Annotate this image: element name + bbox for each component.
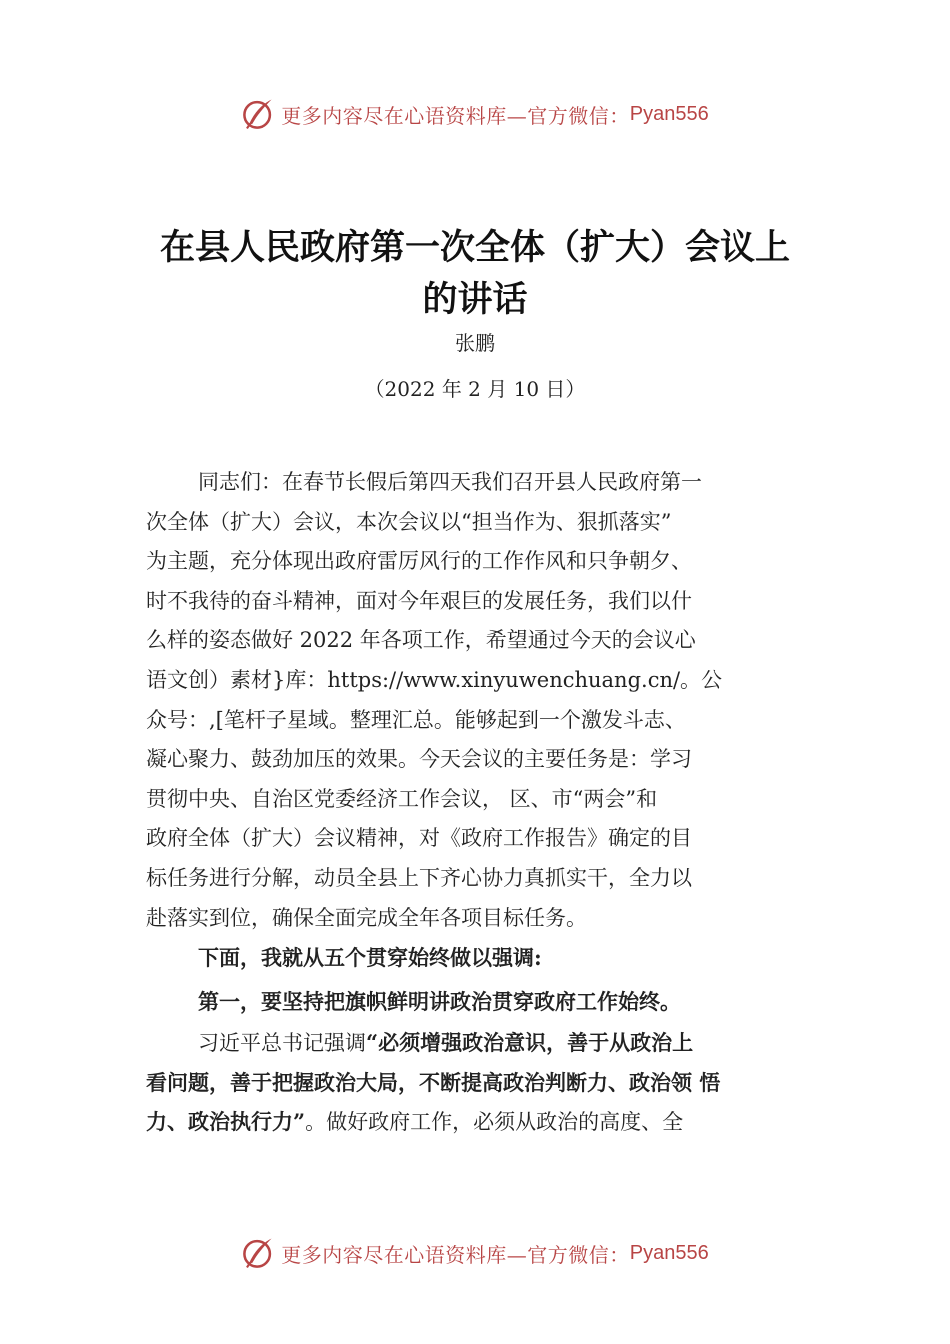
title-line-2: 的讲话 bbox=[422, 280, 528, 320]
text-line bbox=[146, 1102, 808, 1142]
header-watermark bbox=[0, 92, 950, 136]
quote-attribution: 习近平总书记强调 bbox=[198, 1031, 366, 1055]
author-name: 张鹏 bbox=[455, 331, 495, 355]
text-line: 标任务进行分解，动员全县上下齐心协力真抓实干，全力以 bbox=[146, 865, 692, 890]
text-line: 么样的姿态做好 2022 年各项工作，希望通过今天的会议心 bbox=[146, 628, 696, 653]
watermark-wechat-id: Pyan556 bbox=[629, 1241, 709, 1264]
section-1-heading bbox=[146, 982, 808, 1022]
quill-pen-logo-icon bbox=[241, 1236, 275, 1270]
document-title bbox=[120, 222, 830, 326]
footer-watermark bbox=[0, 1231, 950, 1275]
body-text: 。做好政府工作，必须从政治的高度、全 bbox=[305, 1110, 684, 1135]
quote-text-line: 看问题，善于把握政治大局，不断提高政治判断力、政治领 悟 bbox=[146, 1069, 721, 1095]
watermark-text: 更多内容尽在心语资料库—官方微信： bbox=[281, 1242, 630, 1267]
text-line: 众号：,[笔杆子星域。整理汇总。能够起到一个激发斗志、 bbox=[146, 707, 686, 732]
text-line: 同志们：在春节长假后第四天我们召开县人民政府第一 bbox=[198, 470, 702, 494]
quill-pen-logo-icon bbox=[241, 97, 275, 131]
text-line: 凝心聚力、鼓劲加压的效果。今天会议的主要任务是：学习 bbox=[146, 747, 692, 772]
text-line: 语文创）素材}库：https://www.xinyuwenchuang.cn/。公 bbox=[146, 667, 723, 692]
intro-heading-text: 下面，我就从五个贯穿始终做以强调: bbox=[198, 945, 542, 970]
text-line: 次全体（扩大）会议，本次会议以“担当作为、狠抓落实” bbox=[146, 509, 672, 534]
watermark-text: 更多内容尽在心语资料库—官方微信： bbox=[281, 103, 630, 128]
body-paragraph-2 bbox=[146, 1023, 808, 1142]
quote-text: “必须增强政治意识，善于从政治上 bbox=[366, 1030, 694, 1055]
watermark-wechat-id: Pyan556 bbox=[629, 102, 709, 125]
speech-date: （2022 年 2 月 10 日） bbox=[364, 377, 586, 401]
text-line: 为主题，充分体现出政府雷厉风行的工作作风和只争朝夕、 bbox=[146, 549, 692, 574]
text-line: 政府全体（扩大）会议精神，对《政府工作报告》确定的目 bbox=[146, 826, 692, 851]
text-line: 贯彻中央、自治区党委经济工作会议， 区、市“两会”和 bbox=[146, 786, 658, 811]
intro-heading bbox=[146, 938, 808, 978]
body-paragraph-1 bbox=[146, 463, 808, 938]
section-1-heading-text: 第一，要坚持把旗帜鲜明讲政治贯穿政府工作始终。 bbox=[198, 989, 681, 1014]
text-line: 时不我待的奋斗精神，面对今年艰巨的发展任务，我们以什 bbox=[146, 588, 692, 613]
quote-text: 力、政治执行力” bbox=[146, 1109, 306, 1135]
text-line: 赴落实到位，确保全面完成全年各项目标任务。 bbox=[146, 905, 587, 930]
title-line-1: 在县人民政府第一次全体（扩大）会议上 bbox=[159, 228, 790, 268]
text-line bbox=[146, 1023, 808, 1063]
